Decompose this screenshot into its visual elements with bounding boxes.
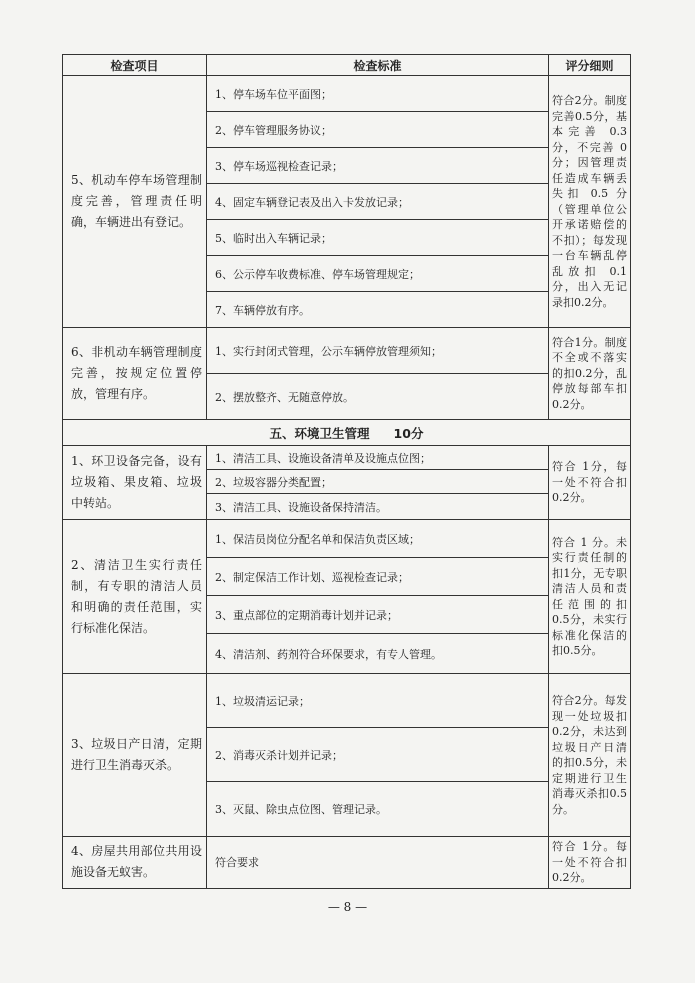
table-row [63,837,631,889]
page-number: — 8 — [327,900,368,914]
score-cell: 符合2分。每发现一处垃圾扣0.2分，未达到垃圾日产日清的扣0.5分，未定期进行卫生消毒灭杀扣0.5分。 [549,674,631,837]
standard-cell: 1、实行封闭式管理，公示车辆停放管理须知； [207,328,549,374]
standard-cell: 4、固定车辆登记表及出入卡发放记录； [207,184,549,220]
score-cell: 符合1分。制度不全或不落实的扣0.2分，乱停放每部车扣0.2分。 [549,328,631,420]
score-cell: 符合 1 分。未实行责任制的扣1分，无专职清洁人员和责任范围的扣 0.5分，未实行标准化保洁的扣0.5分。 [549,520,631,674]
standard-cell: 3、停车场巡视检查记录； [207,148,549,184]
section-header [63,420,631,446]
standard-cell: 2、垃圾容器分类配置； [207,470,549,494]
item-cell: 4、房屋共用部位共用设施设备无蚁害。 [63,837,207,889]
score-cell: 符合 1分。每一处不符合扣0.2分。 [549,837,631,889]
section-title: 五、环境卫生管理 [269,425,370,441]
score-cell: 符合2分。制度完善0.5分，基本完善 0.3 分，不完善 0 分；因管理责任造成车辆丢失扣 0.5 分（管理单位公开承诺赔偿的不扣）；每发现一台车辆乱停乱放扣 0.1 分，出入无记录扣0.2分。 [549,76,631,328]
header-scoring-rules: 评分细则 [549,55,631,76]
standard-cell: 符合要求 [207,837,549,889]
table-row [63,328,631,374]
table-row [63,76,631,112]
table-header-row [63,55,631,76]
standard-cell: 4、清洁剂、药剂符合环保要求，有专人管理。 [207,634,549,674]
standard-cell: 2、摆放整齐、无随意停放。 [207,374,549,420]
item-cell: 1、环卫设备完备，设有垃圾箱、果皮箱、垃圾中转站。 [63,446,207,520]
item-cell: 3、垃圾日产日清，定期进行卫生消毒灭杀。 [63,674,207,837]
item-cell: 5、机动车停车场管理制度完善，管理责任明确，车辆进出有登记。 [63,76,207,328]
standard-cell: 2、停车管理服务协议； [207,112,549,148]
standard-cell: 1、停车场车位平面图； [207,76,549,112]
standard-cell: 3、重点部位的定期消毒计划并记录； [207,596,549,634]
section-score: 10分 [393,425,424,441]
table-row [63,520,631,558]
item-cell: 6、非机动车辆管理制度完善，按规定位置停放，管理有序。 [63,328,207,420]
standard-cell: 5、临时出入车辆记录； [207,220,549,256]
standard-cell: 1、保洁员岗位分配名单和保洁负责区域； [207,520,549,558]
standard-cell: 6、公示停车收费标准、停车场管理规定； [207,256,549,292]
standard-cell: 7、车辆停放有序。 [207,292,549,328]
standard-cell: 3、清洁工具、设施设备保持清洁。 [207,494,549,520]
standard-cell: 2、消毒灭杀计划并记录； [207,728,549,782]
standard-cell: 3、灭鼠、除虫点位图、管理记录。 [207,782,549,837]
score-cell: 符合 1分，每一处不符合扣 0.2分。 [549,446,631,520]
standard-cell: 1、清洁工具、设施设备清单及设施点位图； [207,446,549,470]
inspection-table [62,54,631,889]
section-header-row [63,420,631,446]
table-row [63,446,631,470]
standard-cell: 2、制定保洁工作计划、巡视检查记录； [207,558,549,596]
item-cell: 2、清洁卫生实行责任制，有专职的清洁人员和明确的责任范围，实行标准化保洁。 [63,520,207,674]
table-row [63,674,631,728]
header-inspection-standard: 检查标准 [207,55,549,76]
header-inspection-item: 检查项目 [63,55,207,76]
standard-cell: 1、垃圾清运记录； [207,674,549,728]
